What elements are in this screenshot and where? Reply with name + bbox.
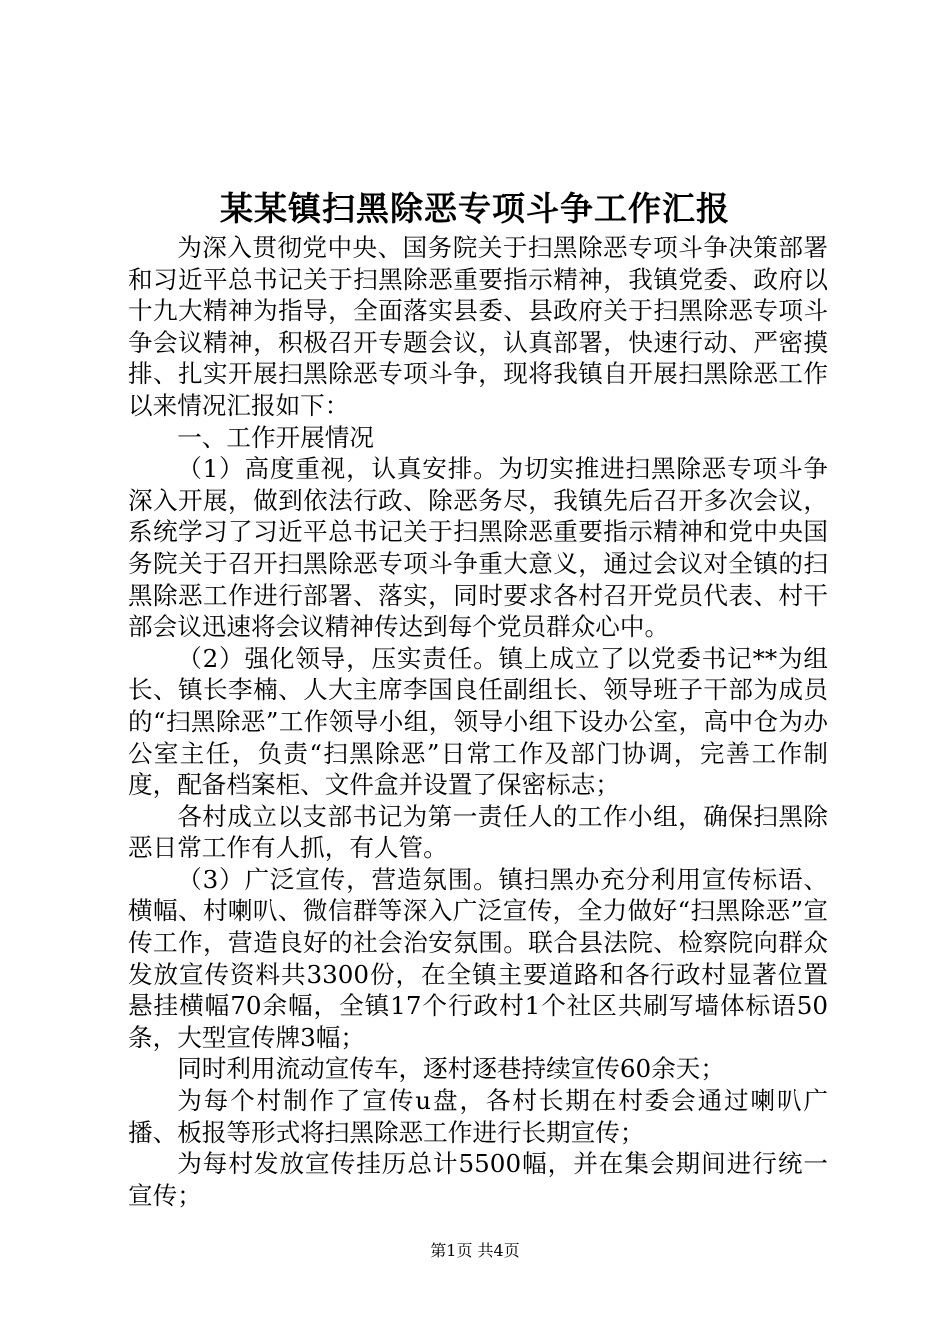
document-body (128, 232, 828, 1211)
paragraph-calendars: 为每村发放宣传挂历总计5500幅，并在集会期间进行统一宣传； (128, 1149, 828, 1210)
paragraph-item-2: （2）强化领导，压实责任。镇上成立了以党委书记**为组长、镇长李楠、人大主席李国良任副组长、领导班子干部为成员的“扫黑除恶”工作领导小组，领导小组下设办公室，高中仓为办公室主任，负责“扫黑除恶”日常工作及部门协调，完善工作制度，配备档案柜、文件盒并设置了保密标志； (128, 643, 828, 800)
paragraph-usb-drive: 为每个村制作了宣传u盘，各村长期在村委会通过喇叭广播、板报等形式将扫黑除恶工作进行长期宣传； (128, 1086, 828, 1147)
section-heading: 一、工作开展情况 (177, 422, 374, 452)
paragraph-publicity-vehicle: 同时利用流动宣传车，逐村逐巷持续宣传60余天； (177, 1054, 725, 1084)
page-footer: 第1页 共4页 (430, 1241, 520, 1260)
paragraph-item-1: （1）高度重视，认真安排。为切实推进扫黑除恶专项斗争深入开展，做到依法行政、除恶务尽，我镇先后召开多次会议，系统学习了习近平总书记关于扫黑除恶重要指示精神和党中央国务院关于召开扫黑除恶专项斗争重大意义，通过会议对全镇的扫黑除恶工作进行部署、落实，同时要求各村召开党员代表、村干部会议迅速将会议精神传达到每个党员群众心中。 (128, 454, 828, 642)
document-title: 某某镇扫黑除恶专项斗争工作汇报 (220, 189, 730, 228)
paragraph-item-3: （3）广泛宣传，营造氛围。镇扫黑办充分利用宣传标语、横幅、村喇叭、微信群等深入广泛宣传，全力做好“扫黑除恶”宣传工作，营造良好的社会治安氛围。联合县法院、检察院向群众发放宣传资料共3300份，在全镇主要道路和各行政村显著位置悬挂横幅70余幅，全镇17个行政村1个社区共刷写墙体标语50条，大型宣传牌3幅； (128, 864, 828, 1052)
paragraph-village-groups: 各村成立以支部书记为第一责任人的工作小组，确保扫黑除恶日常工作有人抓，有人管。 (128, 801, 828, 863)
paragraph-intro: 为深入贯彻党中央、国务院关于扫黑除恶专项斗争决策部署和习近平总书记关于扫黑除恶重要指示精神，我镇党委、政府以十九大精神为指导，全面落实县委、县政府关于扫黑除恶专项斗争会议精神，积极召开专题会议，认真部署，快速行动、严密摸排、扎实开展扫黑除恶专项斗争，现将我镇自开展扫黑除恶工作以来情况汇报如下： (128, 233, 828, 420)
